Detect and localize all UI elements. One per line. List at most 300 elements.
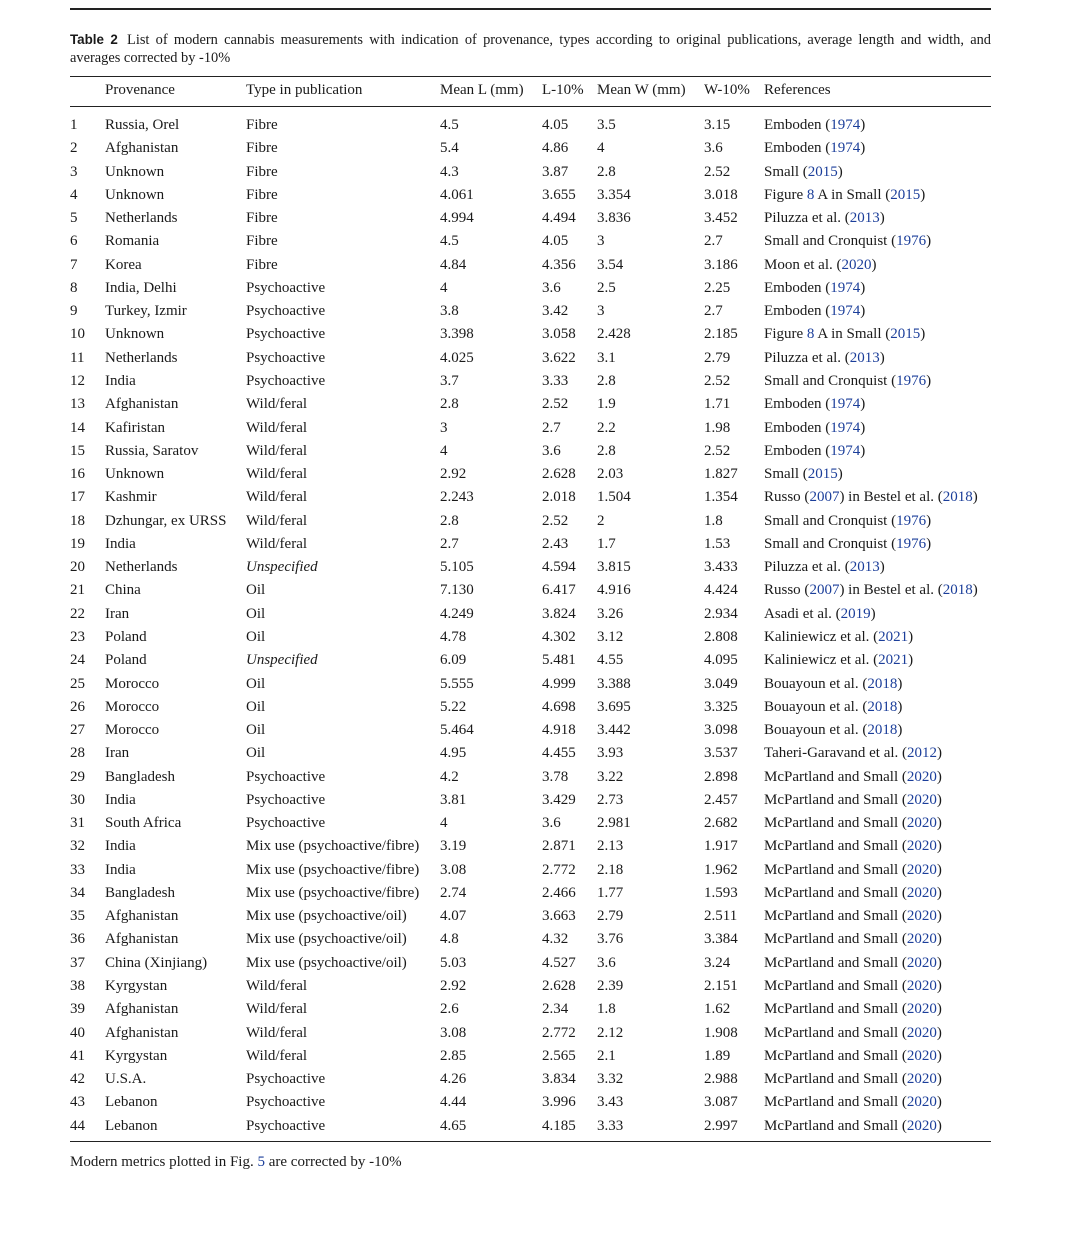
- length-corrected-cell: 4.356: [542, 256, 576, 273]
- provenance-cell: Unknown: [105, 186, 165, 203]
- reference-text: Asadi et al. (: [764, 605, 841, 622]
- reference-text: ): [908, 652, 914, 669]
- table-row: [0, 137, 1080, 160]
- provenance-cell: Lebanon: [105, 1117, 158, 1134]
- width-corrected-cell: 3.186: [704, 256, 738, 273]
- mean-width-cell: 2.428: [597, 326, 631, 343]
- mean-length-cell: 2.8: [440, 396, 459, 413]
- row-number: 14: [70, 419, 85, 436]
- provenance-cell: Afghanistan: [105, 1024, 179, 1041]
- reference-cell: [764, 302, 865, 320]
- citation-link[interactable]: 1974: [830, 396, 861, 413]
- mean-length-cell: 6.09: [440, 652, 467, 669]
- table-row: [0, 533, 1080, 556]
- table-row: [0, 905, 1080, 928]
- type-cell: Psychoactive: [246, 1117, 326, 1134]
- reference-text: ): [879, 559, 885, 576]
- length-corrected-cell: 4.05: [542, 233, 569, 250]
- mean-length-cell: 4.5: [440, 233, 459, 250]
- row-number: 26: [70, 698, 85, 715]
- row-number: 7: [70, 256, 78, 273]
- length-corrected-cell: 3.87: [542, 163, 569, 180]
- provenance-cell: Lebanon: [105, 1094, 158, 1111]
- row-number: 44: [70, 1117, 85, 1134]
- mean-length-cell: 4.84: [440, 256, 467, 273]
- provenance-cell: Unknown: [105, 326, 165, 343]
- table-row: [0, 417, 1080, 440]
- mean-width-cell: 2.5: [597, 279, 616, 296]
- provenance-cell: Afghanistan: [105, 908, 179, 925]
- reference-cell: [764, 395, 865, 413]
- mean-width-cell: 2.73: [597, 791, 624, 808]
- length-corrected-cell: 3.996: [542, 1094, 576, 1111]
- length-corrected-cell: 2.43: [542, 535, 569, 552]
- reference-cell: [764, 791, 942, 809]
- table-footnote: [70, 1153, 402, 1171]
- type-cell: Fibre: [246, 256, 278, 273]
- citation-link[interactable]: 2015: [890, 186, 921, 203]
- length-corrected-cell: 4.455: [542, 745, 576, 762]
- mean-width-cell: 2: [597, 512, 605, 529]
- reference-text: ) in Bestel et al. (: [839, 489, 943, 506]
- length-corrected-cell: 3.058: [542, 326, 576, 343]
- citation-link[interactable]: 2015: [807, 466, 838, 483]
- table-row: [0, 393, 1080, 416]
- mean-length-cell: 5.105: [440, 559, 474, 576]
- footnote-text: Modern metrics plotted in Fig.: [70, 1154, 258, 1170]
- citation-link[interactable]: 1974: [830, 140, 861, 157]
- length-corrected-cell: 2.52: [542, 396, 569, 413]
- row-number: 41: [70, 1047, 85, 1064]
- table-row: [0, 835, 1080, 858]
- width-corrected-cell: 1.71: [704, 396, 731, 413]
- width-corrected-cell: 2.997: [704, 1117, 738, 1134]
- reference-cell: [764, 1093, 942, 1111]
- reference-text: ): [897, 698, 903, 715]
- reference-text: Russo (: [764, 489, 810, 506]
- mean-width-cell: 3.33: [597, 1117, 624, 1134]
- type-cell: Wild/feral: [246, 442, 308, 459]
- table-row: [0, 1068, 1080, 1091]
- provenance-cell: Bangladesh: [105, 768, 175, 785]
- reference-cell: [764, 814, 942, 832]
- reference-cell: [764, 279, 865, 297]
- type-cell: Wild/feral: [246, 419, 308, 436]
- reference-text: ): [936, 884, 942, 901]
- provenance-cell: India: [105, 535, 136, 552]
- row-number: 6: [70, 233, 78, 250]
- row-number: 11: [70, 349, 85, 366]
- reference-text: McPartland and Small (: [764, 1001, 907, 1018]
- table-row: [0, 859, 1080, 882]
- width-corrected-cell: 2.988: [704, 1071, 738, 1088]
- mean-width-cell: 2.13: [597, 838, 624, 855]
- header-references: References: [764, 82, 831, 98]
- provenance-cell: South Africa: [105, 815, 182, 832]
- table-row: [0, 207, 1080, 230]
- reference-cell: [764, 372, 931, 390]
- length-corrected-cell: 3.824: [542, 605, 576, 622]
- reference-text: ): [936, 1071, 942, 1088]
- mean-width-cell: 3.22: [597, 768, 624, 785]
- header-length-corrected: L-10%: [542, 82, 584, 98]
- table-row: [0, 789, 1080, 812]
- reference-cell: [764, 581, 978, 599]
- table-row: [0, 556, 1080, 579]
- citation-link[interactable]: 1974: [830, 419, 861, 436]
- mean-length-cell: 3.8: [440, 303, 459, 320]
- provenance-cell: Kyrgystan: [105, 978, 168, 994]
- mean-length-cell: 3.398: [440, 326, 474, 343]
- type-cell: Fibre: [246, 163, 278, 180]
- citation-link[interactable]: 2020: [906, 768, 937, 785]
- table-row: [0, 486, 1080, 509]
- citation-link[interactable]: 2020: [906, 791, 937, 808]
- reference-text: McPartland and Small (: [764, 1024, 907, 1041]
- provenance-cell: Poland: [105, 628, 147, 645]
- length-corrected-cell: 2.466: [542, 884, 576, 901]
- row-number: 24: [70, 652, 85, 669]
- reference-text: ): [897, 675, 903, 692]
- width-corrected-cell: 1.917: [704, 838, 738, 855]
- citation-link[interactable]: 1974: [830, 279, 861, 296]
- citation-link[interactable]: 1976: [896, 512, 927, 529]
- reference-cell: [764, 465, 843, 483]
- row-number: 20: [70, 559, 85, 576]
- citation-link[interactable]: 2020: [841, 256, 872, 273]
- reference-cell: [764, 116, 865, 134]
- reference-text: McPartland and Small (: [764, 768, 907, 785]
- provenance-cell: Netherlands: [105, 210, 178, 227]
- mean-width-cell: 3.54: [597, 256, 624, 273]
- mean-width-cell: 2.8: [597, 442, 616, 459]
- length-corrected-cell: 2.52: [542, 512, 569, 529]
- row-number: 2: [70, 140, 78, 157]
- citation-link[interactable]: 2018: [942, 582, 973, 599]
- width-corrected-cell: 1.827: [704, 466, 738, 483]
- length-corrected-cell: 3.834: [542, 1071, 576, 1088]
- provenance-cell: Afghanistan: [105, 396, 179, 413]
- width-corrected-cell: 2.25: [704, 279, 731, 296]
- mean-width-cell: 3.442: [597, 722, 631, 738]
- row-number: 32: [70, 838, 85, 855]
- citation-link[interactable]: 2012: [907, 745, 938, 762]
- mean-width-cell: 2.79: [597, 908, 624, 925]
- citation-link[interactable]: 1976: [896, 233, 927, 250]
- provenance-cell: Morocco: [105, 698, 160, 715]
- reference-cell: [764, 861, 942, 879]
- provenance-cell: Dzhungar, ex URSS: [105, 512, 227, 529]
- row-number: 10: [70, 326, 85, 343]
- citation-link[interactable]: 2013: [849, 559, 880, 576]
- mean-width-cell: 4.916: [597, 582, 631, 599]
- citation-link[interactable]: 2013: [849, 349, 880, 366]
- mean-width-cell: 1.7: [597, 535, 616, 552]
- reference-text: ): [936, 1094, 942, 1111]
- reference-cell: [764, 419, 865, 437]
- reference-text: Piluzza et al. (: [764, 559, 850, 576]
- mean-length-cell: 4: [440, 815, 448, 832]
- provenance-cell: India: [105, 791, 136, 808]
- mean-length-cell: 4.2: [440, 768, 459, 785]
- citation-link[interactable]: 2020: [906, 1001, 937, 1018]
- width-corrected-cell: 3.049: [704, 675, 738, 692]
- citation-link[interactable]: 2015: [890, 326, 921, 343]
- table-row: [0, 161, 1080, 184]
- citation-link[interactable]: 2018: [867, 698, 898, 715]
- type-cell: Psychoactive: [246, 768, 326, 785]
- width-corrected-cell: 2.898: [704, 768, 738, 785]
- table-row: [0, 626, 1080, 649]
- width-corrected-cell: 1.908: [704, 1024, 738, 1041]
- mean-width-cell: 3.26: [597, 605, 624, 622]
- width-corrected-cell: 2.79: [704, 349, 731, 366]
- reference-text: McPartland and Small (: [764, 931, 907, 948]
- reference-text: Emboden (: [764, 303, 831, 320]
- type-cell: Psychoactive: [246, 373, 326, 389]
- reference-text: ): [879, 349, 885, 366]
- table-row: [0, 323, 1080, 346]
- provenance-cell: Bangladesh: [105, 884, 175, 901]
- type-cell: Psychoactive: [246, 349, 326, 366]
- reference-text: Emboden (: [764, 140, 831, 157]
- type-cell: Oil: [246, 605, 266, 622]
- reference-text: Small and Cronquist (: [764, 373, 897, 389]
- reference-cell: [764, 349, 885, 367]
- width-corrected-cell: 3.15: [704, 117, 731, 133]
- row-number: 43: [70, 1094, 85, 1111]
- reference-text: McPartland and Small (: [764, 1094, 907, 1111]
- provenance-cell: India, Delhi: [105, 279, 177, 296]
- reference-text: ): [860, 396, 866, 413]
- row-number: 38: [70, 978, 85, 994]
- width-corrected-cell: 2.682: [704, 815, 738, 832]
- reference-text: ): [936, 815, 942, 832]
- citation-link[interactable]: 2020: [906, 1094, 937, 1111]
- provenance-cell: U.S.A.: [105, 1071, 147, 1088]
- mean-length-cell: 2.8: [440, 512, 459, 529]
- row-number: 12: [70, 373, 85, 389]
- length-corrected-cell: 3.42: [542, 303, 569, 320]
- mean-width-cell: 4.55: [597, 652, 624, 669]
- citation-link[interactable]: 2018: [867, 675, 898, 692]
- length-corrected-cell: 2.628: [542, 978, 576, 994]
- row-number: 9: [70, 303, 78, 320]
- reference-cell: [764, 209, 885, 227]
- type-cell: Oil: [246, 675, 266, 692]
- type-cell: Psychoactive: [246, 1071, 326, 1088]
- citation-link[interactable]: 2020: [906, 1071, 937, 1088]
- provenance-cell: Russia, Orel: [105, 117, 180, 133]
- row-number: 16: [70, 466, 85, 483]
- mean-width-cell: 3.815: [597, 559, 631, 576]
- mean-width-cell: 2.8: [597, 163, 616, 180]
- row-number: 15: [70, 442, 85, 459]
- mean-width-cell: 2.18: [597, 861, 624, 878]
- mean-width-cell: 3: [597, 233, 605, 250]
- reference-text: Small and Cronquist (: [764, 233, 897, 250]
- citation-link[interactable]: 2007: [809, 489, 840, 506]
- reference-cell: [764, 535, 931, 553]
- reference-text: McPartland and Small (: [764, 908, 907, 925]
- type-cell: Wild/feral: [246, 1024, 308, 1041]
- header-type: Type in publication: [246, 82, 363, 98]
- citation-link[interactable]: 2015: [807, 163, 838, 180]
- row-number: 30: [70, 791, 85, 808]
- type-cell: Mix use (psychoactive/oil): [246, 908, 407, 925]
- width-corrected-cell: 2.7: [704, 233, 723, 250]
- reference-text: Moon et al. (: [764, 256, 842, 273]
- width-corrected-cell: 2.511: [704, 908, 738, 925]
- citation-link[interactable]: 1974: [830, 442, 861, 459]
- length-corrected-cell: 2.871: [542, 838, 576, 855]
- mean-length-cell: 2.85: [440, 1047, 467, 1064]
- citation-link[interactable]: 8: [806, 326, 815, 343]
- provenance-cell: Iran: [105, 745, 130, 762]
- citation-link[interactable]: 2020: [906, 815, 937, 832]
- mean-length-cell: 5.22: [440, 698, 467, 715]
- provenance-cell: Korea: [105, 256, 142, 273]
- header-width-corrected: W-10%: [704, 82, 750, 98]
- width-corrected-cell: 3.433: [704, 559, 738, 576]
- reference-cell: [764, 954, 942, 972]
- mean-width-cell: 3.388: [597, 675, 631, 692]
- citation-link[interactable]: 2007: [809, 582, 840, 599]
- mean-width-cell: 2.12: [597, 1024, 624, 1041]
- citation-link[interactable]: 2020: [906, 954, 937, 971]
- provenance-cell: Afghanistan: [105, 140, 179, 157]
- provenance-cell: Kashmir: [105, 489, 157, 506]
- provenance-cell: India: [105, 861, 136, 878]
- citation-link[interactable]: 2020: [906, 861, 937, 878]
- reference-text: McPartland and Small (: [764, 838, 907, 855]
- reference-cell: [764, 907, 942, 925]
- citation-link[interactable]: 2020: [906, 931, 937, 948]
- length-corrected-cell: 4.32: [542, 931, 569, 948]
- reference-text: Piluzza et al. (: [764, 210, 850, 227]
- type-cell: Psychoactive: [246, 279, 326, 296]
- citation-link[interactable]: 2019: [840, 605, 871, 622]
- citation-link[interactable]: 2021: [878, 628, 909, 645]
- citation-link[interactable]: 1974: [830, 117, 861, 133]
- citation-link[interactable]: 2020: [906, 884, 937, 901]
- citation-link[interactable]: 2018: [867, 722, 898, 738]
- table-row: [0, 440, 1080, 463]
- mean-length-cell: 3.81: [440, 791, 467, 808]
- citation-link[interactable]: 2020: [906, 1047, 937, 1064]
- citation-link[interactable]: 2013: [849, 210, 880, 227]
- reference-text: ): [897, 722, 903, 738]
- length-corrected-cell: 3.429: [542, 791, 576, 808]
- citation-link[interactable]: 1974: [830, 303, 861, 320]
- table-row: [0, 975, 1080, 998]
- citation-link[interactable]: 2020: [906, 838, 937, 855]
- reference-cell: [764, 512, 931, 530]
- citation-link[interactable]: 8: [806, 186, 815, 203]
- reference-text: Bouayoun et al. (: [764, 698, 868, 715]
- table-row: [0, 184, 1080, 207]
- mean-length-cell: 2.6: [440, 1001, 459, 1018]
- figure-link[interactable]: 5: [257, 1154, 265, 1170]
- length-corrected-cell: 3.6: [542, 442, 561, 459]
- table-header-rule: [70, 106, 991, 107]
- width-corrected-cell: 3.537: [704, 745, 738, 762]
- length-corrected-cell: 2.34: [542, 1001, 569, 1018]
- reference-text: ): [860, 117, 866, 133]
- reference-cell: [764, 977, 942, 995]
- mean-width-cell: 2.1: [597, 1047, 616, 1064]
- length-corrected-cell: 4.698: [542, 698, 576, 715]
- mean-length-cell: 2.243: [440, 489, 474, 506]
- width-corrected-cell: 1.354: [704, 489, 738, 506]
- citation-link[interactable]: 2018: [942, 489, 973, 506]
- provenance-cell: Afghanistan: [105, 1001, 179, 1018]
- mean-length-cell: 4.249: [440, 605, 474, 622]
- mean-width-cell: 3.1: [597, 349, 616, 366]
- table-row: [0, 719, 1080, 742]
- mean-length-cell: 3.7: [440, 373, 459, 389]
- reference-cell: [764, 256, 876, 274]
- reference-text: Taheri-Garavand et al. (: [764, 745, 908, 762]
- reference-text: ): [920, 326, 926, 343]
- reference-cell: [764, 1047, 942, 1065]
- width-corrected-cell: 1.98: [704, 419, 731, 436]
- reference-cell: [764, 744, 942, 762]
- citation-link[interactable]: 2020: [906, 978, 937, 994]
- reference-cell: [764, 1117, 942, 1135]
- reference-text: ): [860, 279, 866, 296]
- row-number: 33: [70, 861, 85, 878]
- citation-link[interactable]: 2021: [878, 652, 909, 669]
- length-corrected-cell: 3.655: [542, 186, 576, 203]
- citation-link[interactable]: 2020: [906, 908, 937, 925]
- mean-width-cell: 1.9: [597, 396, 616, 413]
- citation-link[interactable]: 1976: [896, 535, 927, 552]
- length-corrected-cell: 3.6: [542, 279, 561, 296]
- table-caption: [70, 31, 991, 67]
- length-corrected-cell: 2.772: [542, 1024, 576, 1041]
- reference-cell: [764, 651, 913, 669]
- table-bottom-rule: [70, 1141, 991, 1142]
- type-cell: Fibre: [246, 186, 278, 203]
- type-cell: Oil: [246, 745, 266, 762]
- mean-length-cell: 2.92: [440, 466, 467, 483]
- page-top-rule: [70, 8, 991, 10]
- reference-text: ): [926, 373, 932, 389]
- type-cell: Fibre: [246, 210, 278, 227]
- type-cell: Mix use (psychoactive/fibre): [246, 838, 420, 855]
- citation-link[interactable]: 2020: [906, 1024, 937, 1041]
- reference-cell: [764, 605, 876, 623]
- citation-link[interactable]: 2020: [906, 1117, 937, 1134]
- type-cell: Oil: [246, 582, 266, 599]
- reference-cell: [764, 930, 942, 948]
- mean-width-cell: 1.504: [597, 489, 631, 506]
- length-corrected-cell: 2.565: [542, 1047, 576, 1064]
- width-corrected-cell: 1.962: [704, 861, 738, 878]
- table-row: [0, 673, 1080, 696]
- length-corrected-cell: 4.918: [542, 722, 576, 738]
- length-corrected-cell: 4.494: [542, 210, 576, 227]
- reference-text: ): [936, 838, 942, 855]
- table-row: [0, 952, 1080, 975]
- width-corrected-cell: 1.62: [704, 1001, 731, 1018]
- table-row: [0, 1045, 1080, 1068]
- mean-length-cell: 4.3: [440, 163, 459, 180]
- width-corrected-cell: 3.098: [704, 722, 738, 738]
- mean-width-cell: 2.39: [597, 978, 624, 994]
- citation-link[interactable]: 1976: [896, 373, 927, 389]
